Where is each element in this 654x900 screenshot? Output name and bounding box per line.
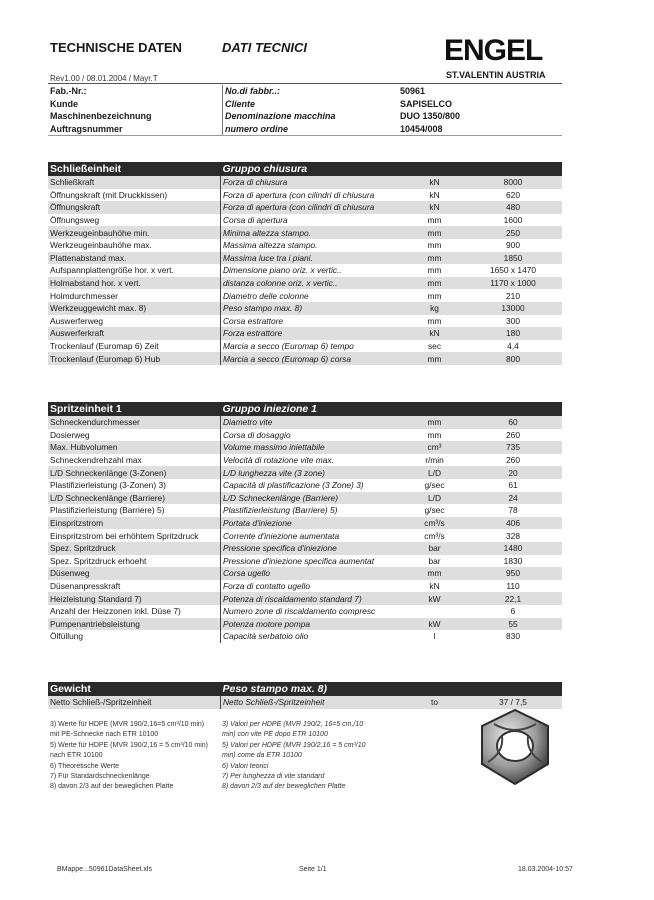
info-label-it: Denominazione macchina (223, 110, 393, 123)
section-title-it: Gruppo chiusura (221, 162, 563, 176)
footnote: min) con vite PE dopo ETR 10100 (222, 731, 328, 739)
spec-value: 1830 (503, 555, 523, 566)
spec-row (48, 542, 562, 555)
spec-label-de: Holmabstand hor. x vert. (48, 277, 221, 290)
spec-unit: mm (427, 215, 442, 226)
spec-label-it: Netto Schließ-/Spritzeinheit (221, 696, 406, 709)
spec-unit: mm (427, 240, 442, 251)
spec-value: 735 (464, 441, 562, 454)
spec-label-it: Portata d'iniezione (221, 517, 406, 530)
footnotes-it (222, 720, 382, 793)
spec-unit: kN (405, 201, 464, 214)
footnote: nach ETR 10100 (50, 752, 103, 760)
info-label-it: No.di fabbr..: (223, 85, 393, 98)
spec-value: 950 (464, 567, 562, 580)
spec-value: 406 (464, 517, 562, 530)
spec-value: 900 (506, 240, 520, 251)
header-divider (48, 83, 562, 84)
spec-value: 13000 (464, 302, 562, 315)
spec-label-de: Max. Hubvolumen (48, 441, 221, 454)
title-de: TECHNISCHE DATEN (50, 40, 182, 55)
spec-unit: g/sec (424, 505, 445, 516)
machine-part-image (474, 706, 556, 788)
spec-row (48, 605, 562, 618)
spec-label-de: Netto Schließ-/Spritzeinheit (48, 696, 221, 709)
spec-label-de: Spez. Spritzdruck erhoeht (50, 555, 147, 566)
spec-row (48, 327, 562, 340)
spec-row (48, 517, 562, 530)
spec-row (48, 214, 562, 227)
info-label-de: Maschinenbezeichnung (50, 111, 152, 122)
spec-unit: cm³/s (405, 517, 464, 530)
section-title-de: Spritzeinheit 1 (48, 402, 221, 416)
spec-label-it: Dimensione piano oriz. x vertic.. (221, 264, 406, 277)
section-header (48, 682, 562, 696)
spec-unit: bar (428, 555, 441, 566)
revision: Rev1.00 / 08.01.2004 / Mayr.T (50, 74, 158, 83)
spec-label-it: Corsa ugello (221, 567, 406, 580)
spec-value: 300 (506, 315, 520, 326)
spec-row (48, 580, 562, 593)
spec-label-it: Minima altezza stampo. (221, 226, 406, 239)
spec-label-de: Schließkraft (48, 176, 221, 189)
spec-label-de: Anzahl der Heizzonen inkl. Düse 7) (50, 606, 181, 617)
spec-unit: l (433, 631, 436, 642)
spec-unit: mm (405, 252, 464, 265)
spec-label-de: L/D Schneckenlänge (3-Zonen) (48, 466, 221, 479)
spec-unit: mm (405, 277, 464, 290)
spec-row (48, 567, 562, 580)
spec-unit: L/D (405, 492, 464, 505)
spec-label-it: Corsa estrattore (221, 315, 406, 328)
spec-label-it: Forza di apertura (con cilindri di chiusura (221, 201, 406, 214)
spec-label-it: Pressione d'iniezione specifica aumentat (221, 555, 406, 568)
footnote: 3) Valori per HDPE (MVR 190/2, 16=5 cm,/10 (222, 721, 364, 728)
spec-unit: kW (405, 618, 464, 631)
spec-label-it: Capacità di plastificazione (3 Zone) 3) (221, 479, 406, 492)
footnote: 7) Für Standardschneckenlänge (50, 773, 150, 781)
section-clamping (48, 162, 562, 365)
spec-label-de: Auswerferweg (50, 315, 104, 326)
spec-unit: kg (405, 302, 464, 315)
spec-row (48, 289, 562, 302)
spec-label-de: Plastifizierleistung (3-Zonen) 3) (50, 480, 166, 491)
footnote: 5) Valori per HDPE (MVR 190/2,16 = 5 cm³/10 (222, 741, 366, 749)
footnote: 8) davon 2/3 auf der beweglichen Platte (222, 783, 346, 791)
spec-label-de: Heizleistung Standard 7) (48, 592, 221, 605)
spec-label-it: Capacità serbatoio olio (221, 630, 406, 643)
spec-unit: r/min (425, 455, 444, 466)
spec-label-it: Massima altezza stampo. (221, 239, 406, 252)
spec-row (48, 630, 562, 643)
spec-value: 260 (506, 455, 520, 466)
spec-label-de: L/D Schneckenlänge (Barriere) (48, 492, 221, 505)
footnote: 3) Werte für HDPE (MVR 190/2,16=5 cm³/10 min) (50, 721, 205, 728)
spec-label-it: Numero zone di riscaldamento compresc (221, 605, 406, 618)
spec-value: 210 (506, 290, 520, 301)
spec-row (48, 429, 562, 442)
spec-label-de: Öffnungskraft (mit Druckkissen) (50, 189, 168, 200)
section-title-it: Gruppo iniezione 1 (221, 402, 563, 416)
spec-unit: mm (405, 567, 464, 580)
section-header (48, 402, 562, 416)
spec-label-de: Werkzeuggewicht max. 8) (48, 302, 221, 315)
spec-value: 328 (506, 530, 520, 541)
spec-value: 1650 x 1470 (489, 265, 537, 276)
spec-label-it: Potenza di riscaldamento standard 7) (221, 592, 406, 605)
spec-row (48, 555, 562, 568)
spec-value: 24 (464, 492, 562, 505)
spec-label-it: L/D Schneckenlänge (Barriere) (221, 492, 406, 505)
spec-row (48, 302, 562, 315)
spec-unit: kN (405, 327, 464, 340)
spec-label-it: Marcia a secco (Euromap 6) tempo (221, 340, 406, 353)
spec-label-de: Holmdurchmesser (50, 290, 118, 301)
info-label-de: Kunde (50, 98, 78, 109)
spec-label-de: Pumpenantriebsleistung (48, 618, 221, 631)
spec-row (48, 340, 562, 353)
spec-label-de: Plastifizierleistung (Barriere) 5) (50, 505, 165, 516)
info-label-de: Auftragsnummer (48, 123, 223, 136)
spec-label-de: Schneckendurchmesser (48, 416, 221, 429)
section-header (48, 162, 562, 176)
spec-value: 180 (464, 327, 562, 340)
spec-row (48, 618, 562, 631)
spec-label-de: Auswerferkraft (48, 327, 221, 340)
info-value: SAPISELCO (400, 98, 453, 109)
spec-row (48, 592, 562, 605)
info-table (48, 85, 562, 136)
spec-row (48, 189, 562, 202)
spec-label-it: Forza di apertura (con cilindri di chiusura (221, 189, 406, 202)
spec-row (48, 466, 562, 479)
footnote: 6) Valori teorici (222, 762, 269, 770)
spec-label-de: Öffnungsweg (50, 215, 100, 226)
info-value: 10454/008 (392, 123, 562, 136)
spec-label-it: Forza di contatto ugello (221, 580, 406, 593)
footnote: 8) davon 2/3 auf der beweglichen Platte (50, 783, 174, 791)
spec-label-it: Peso stampo max. 8) (221, 302, 406, 315)
spec-unit: cm³/s (424, 530, 445, 541)
spec-row (48, 315, 562, 328)
section-title-de: Schließeinheit (48, 162, 221, 176)
footnote: 6) Theoretische Werte (50, 762, 119, 770)
spec-label-de: Aufspannplattengröße hor. x vert. (50, 265, 174, 276)
spec-row (48, 264, 562, 277)
spec-unit: bar (405, 542, 464, 555)
spec-label-de: Düsenweg (48, 567, 221, 580)
spec-row (48, 239, 562, 252)
spec-value: 1480 (464, 542, 562, 555)
spec-unit: kN (429, 581, 440, 592)
spec-label-it: Diametro delle colonne (221, 289, 406, 302)
info-label-it: numero ordine (223, 123, 393, 136)
info-row (48, 110, 562, 123)
spec-label-it: Potenza motore pompa (221, 618, 406, 631)
footer-date: 18.03.2004-10:57 (518, 866, 573, 873)
spec-label-de: Öffnungskraft (48, 201, 221, 214)
spec-unit: to (405, 696, 464, 709)
spec-label-de: Trockenlauf (Euromap 6) Zeit (50, 341, 159, 352)
spec-label-it: L/D lunghezza vite (3 zone) (221, 466, 406, 479)
footnote: mit PE-Schnecke nach ETR 10100 (50, 731, 159, 739)
info-row (48, 85, 562, 98)
spec-label-it: Corsa di apertura (221, 214, 406, 227)
section-title-it: Peso stampo max. 8) (221, 682, 563, 696)
spec-label-de: Dosierweg (50, 429, 90, 440)
spec-label-de: Plattenabstand max. (48, 252, 221, 265)
location: ST.VALENTIN AUSTRIA (446, 70, 546, 80)
spec-value: 61 (508, 480, 518, 491)
spec-label-it: Forza di chiusura (221, 176, 406, 189)
spec-unit: kW (405, 592, 464, 605)
spec-value: 620 (506, 189, 520, 200)
spec-value: 1600 (503, 215, 523, 226)
spec-value: 260 (506, 429, 520, 440)
spec-label-de: Einspritzstrom (48, 517, 221, 530)
spec-label-de: Ölfüllung (50, 631, 84, 642)
spec-label-de: Werkzeugeinbauhöhe max. (50, 240, 152, 251)
info-label-de: Fab.-Nr.: (50, 86, 87, 97)
title-it: DATI TECNICI (222, 40, 307, 55)
spec-unit: cm³ (405, 441, 464, 454)
footnote: min) come da ETR 10100 (222, 752, 302, 760)
spec-value: 55 (464, 618, 562, 631)
info-row (48, 98, 562, 111)
spec-label-de: Trockenlauf (Euromap 6) Hub (48, 352, 221, 365)
spec-value: 480 (464, 201, 562, 214)
spec-row (48, 226, 562, 239)
spec-value: 8000 (464, 176, 562, 189)
section-weight (48, 682, 562, 709)
spec-label-de: Spez. Spritzdruck (48, 542, 221, 555)
spec-value: 830 (506, 631, 520, 642)
spec-value: 1850 (464, 252, 562, 265)
spec-label-it: Volume massimo iniettabile (221, 441, 406, 454)
spec-unit (405, 605, 464, 618)
spec-label-it: Velocità di rotazione vite max. (221, 454, 406, 467)
spec-unit: mm (427, 265, 442, 276)
spec-value: 1170 x 1000 (464, 277, 562, 290)
spec-label-it: Marcia a secco (Euromap 6) corsa (221, 352, 406, 365)
spec-unit: kN (405, 176, 464, 189)
footnote: 7) Per lunghezza di vite standard (222, 773, 325, 781)
spec-label-it: Massima luce tra i piani. (221, 252, 406, 265)
spec-row (48, 504, 562, 517)
spec-value: 22,1 (464, 592, 562, 605)
section-title-de: Gewicht (48, 682, 221, 696)
spec-unit: sec (427, 341, 442, 352)
spec-value: 800 (464, 352, 562, 365)
spec-unit: mm (405, 352, 464, 365)
spec-label-it: Pressione specifica d'iniezione (221, 542, 406, 555)
spec-label-it: distanza colonne oriz. x vertic.. (221, 277, 406, 290)
spec-value: 6 (510, 606, 516, 617)
spec-unit: mm (427, 290, 442, 301)
spec-label-it: Forza estrattore (221, 327, 406, 340)
spec-row (48, 176, 562, 189)
spec-unit: mm (405, 226, 464, 239)
spec-unit: mm (427, 315, 442, 326)
spec-value: 4,4 (507, 341, 519, 352)
footer-file: BMappe...50961DataSheet.xls (57, 866, 152, 873)
info-value: 50961 (400, 86, 426, 97)
spec-label-de: Schneckendrehzahl max (50, 455, 142, 466)
footer-page: Seite 1/1 (299, 866, 327, 873)
spec-label-it: Diametro vite (221, 416, 406, 429)
spec-unit: mm (427, 429, 442, 440)
spec-row (48, 479, 562, 492)
spec-unit: L/D (405, 466, 464, 479)
spec-row (48, 416, 562, 429)
spec-label-de: Einspritzstrom bei erhöhtem Spritzdruck (50, 530, 199, 541)
spec-label-de: Düsenanpresskraft (50, 581, 121, 592)
spec-unit: kN (429, 189, 440, 200)
spec-label-it: Corrente d'iniezione aumentata (221, 529, 406, 542)
spec-row (48, 352, 562, 365)
info-row (48, 123, 562, 136)
spec-label-it: Corsa di dosaggio (221, 429, 406, 442)
info-value: DUO 1350/800 (400, 111, 461, 122)
spec-value: 37 / 7,5 (464, 696, 562, 709)
spec-value: 20 (464, 466, 562, 479)
spec-row (48, 529, 562, 542)
spec-row (48, 454, 562, 467)
spec-row (48, 492, 562, 505)
footnotes-de (50, 720, 220, 793)
spec-label-it: Plastifizierleistung (Barriere) 5) (221, 504, 406, 517)
spec-row (48, 441, 562, 454)
spec-value: 110 (506, 581, 520, 592)
spec-row (48, 201, 562, 214)
spec-value: 60 (464, 416, 562, 429)
spec-unit: mm (405, 416, 464, 429)
spec-value: 250 (464, 226, 562, 239)
spec-value: 78 (508, 505, 518, 516)
spec-row (48, 252, 562, 265)
info-label-it: Cliente (223, 98, 393, 111)
section-injection (48, 402, 562, 643)
engel-logo: ENGEL (444, 34, 543, 67)
spec-row (48, 277, 562, 290)
footnote: 5) Werte für HDPE (MVR 190/2,16 = 5 cm³/10 min) (50, 741, 209, 749)
spec-label-de: Werkzeugeinbauhöhe min. (48, 226, 221, 239)
spec-unit: g/sec (424, 480, 445, 491)
